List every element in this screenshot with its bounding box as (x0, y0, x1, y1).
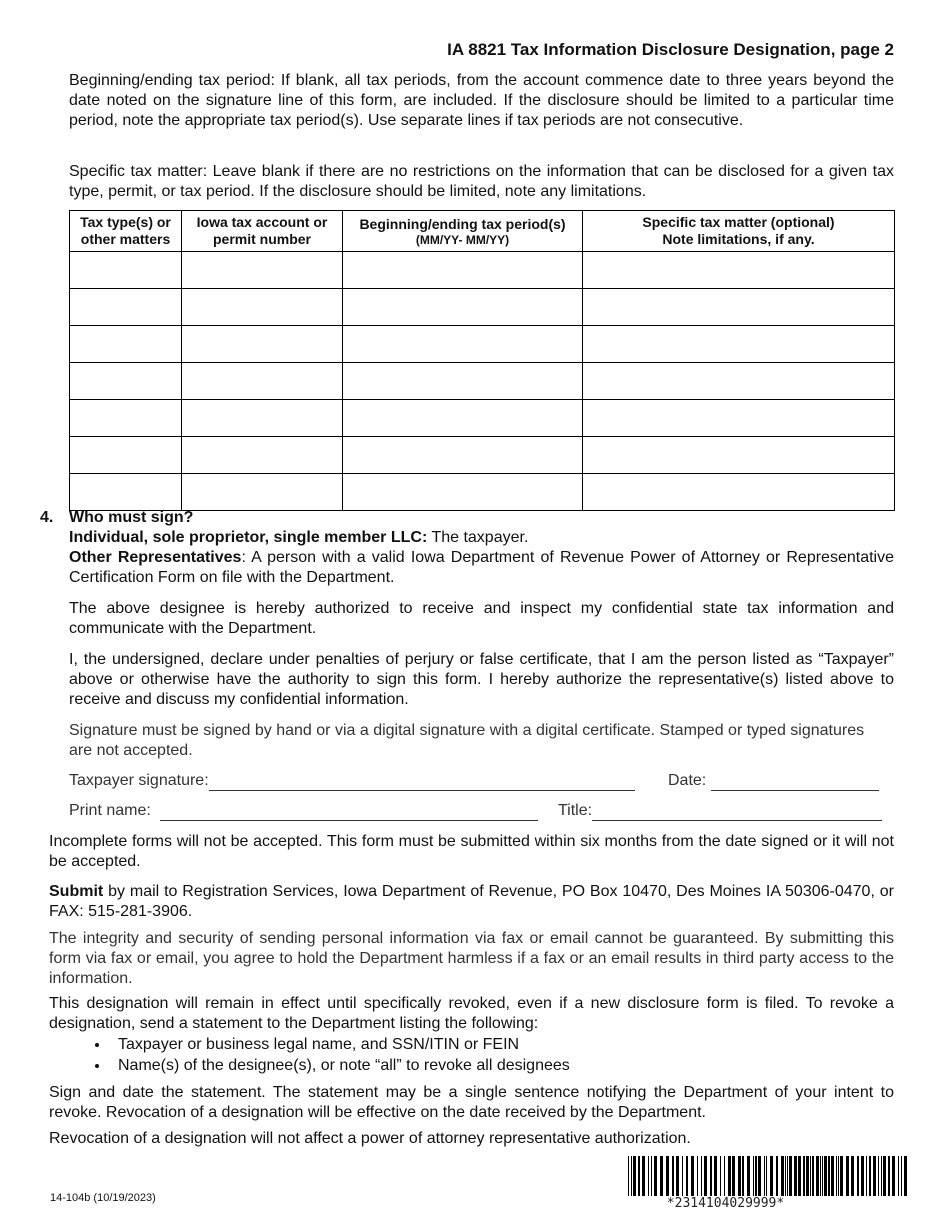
date-field[interactable] (711, 772, 879, 791)
barcode-bar (869, 1156, 871, 1196)
header-tax-period: Beginning/ending tax period(s) (MM/YY- MM/YY) (343, 211, 583, 252)
table-row (70, 400, 895, 437)
barcode-bar (904, 1156, 907, 1196)
account-number-cell[interactable] (182, 326, 343, 363)
taxpayer-signature-field[interactable] (209, 772, 635, 791)
tax-type-cell[interactable] (70, 474, 182, 511)
barcode-bar (770, 1156, 773, 1196)
barcode-bar (820, 1156, 821, 1196)
barcode-bar (828, 1156, 830, 1196)
revoke-list (90, 1034, 570, 1076)
barcode-bar (838, 1156, 839, 1196)
tax-period-cell[interactable] (343, 326, 583, 363)
tax-type-cell[interactable] (70, 400, 182, 437)
declaration-statement: I, the undersigned, declare under penalties of perjury or false certificate, that I am the person listed as “Taxpayer” above or otherwise have the authority to sign this form. I hereby authorize the representative(s) listed above to receive and discuss my confidential information. (69, 651, 894, 708)
list-item: • Taxpayer or business legal name, and SSN/ITIN or FEIN (110, 1034, 570, 1055)
header-specific-matter: Specific tax matter (optional) Note limitations, if any. (583, 211, 895, 252)
barcode-bar (704, 1156, 707, 1196)
barcode-bar (660, 1156, 663, 1196)
section-title: Who must sign? (69, 509, 194, 526)
table-row (70, 363, 895, 400)
tax-period-cell[interactable] (343, 289, 583, 326)
tax-period-cell[interactable] (343, 363, 583, 400)
barcode-bar (846, 1156, 849, 1196)
submit-instructions: Submit by mail to Registration Services, Iowa Department of Revenue, PO Box 10470, Des Moines IA 50306-0470, or FAX: 515-281-3906. (49, 883, 894, 920)
barcode-bar (720, 1156, 721, 1196)
individual-signer: Individual, sole proprietor, single member LLC: The taxpayer. (69, 529, 529, 546)
tax-period-cell[interactable] (343, 474, 583, 511)
account-number-cell[interactable] (182, 289, 343, 326)
barcode-bar (638, 1156, 640, 1196)
form-id: 14-104b (10/19/2023) (50, 1192, 156, 1204)
specific-matter-cell[interactable] (583, 437, 895, 474)
barcode-bar (840, 1156, 843, 1196)
barcode-bar (710, 1156, 712, 1196)
taxpayer-signature-label: Taxpayer signature: (69, 772, 209, 789)
tax-type-cell[interactable] (70, 437, 182, 474)
barcode-bar (873, 1156, 876, 1196)
barcode-bar (898, 1156, 899, 1196)
specific-matter-cell[interactable] (583, 363, 895, 400)
barcode-bar (787, 1156, 788, 1196)
signature-note: Signature must be signed by hand or via a digital signature with a digital certificate. Stamped or typed signatures are not accepted. (69, 722, 865, 759)
barcode-bar (803, 1156, 805, 1196)
barcode-bar (831, 1156, 834, 1196)
barcode-bar (672, 1156, 674, 1196)
barcode-bar (901, 1156, 902, 1196)
barcode-bar (631, 1156, 632, 1196)
barcode-bar (866, 1156, 867, 1196)
barcode-bar (766, 1156, 767, 1196)
account-number-cell[interactable] (182, 400, 343, 437)
incomplete-forms-notice: Incomplete forms will not be accepted. This form must be submitted within six months from the date signed or it will not be accepted. (49, 833, 894, 870)
barcode-bar (810, 1156, 811, 1196)
barcode-bar (781, 1156, 784, 1196)
table-row (70, 474, 895, 511)
table-header-row (70, 211, 895, 252)
barcode-bar (676, 1156, 679, 1196)
barcode-bar (764, 1156, 765, 1196)
print-name-row (69, 801, 538, 821)
barcode-bar (686, 1156, 688, 1196)
date-row (668, 771, 879, 791)
table-row (70, 289, 895, 326)
table-row (70, 252, 895, 289)
barcode-bar (824, 1156, 827, 1196)
barcode-bar (812, 1156, 814, 1196)
barcode-bar (628, 1156, 629, 1196)
poa-notice: Revocation of a designation will not affect a power of attorney representative authorization. (49, 1130, 691, 1147)
barcode-bar (878, 1156, 879, 1196)
barcode-bar (642, 1156, 645, 1196)
print-name-label: Print name: (69, 802, 151, 819)
revoke-instructions: This designation will remain in effect until specifically revoked, even if a new disclosure form is filed. To revoke a designation, send a statement to the Department listing the following: (49, 995, 894, 1032)
specific-matter-cell[interactable] (583, 326, 895, 363)
title-field[interactable] (592, 802, 882, 821)
account-number-cell[interactable] (182, 437, 343, 474)
table-row (70, 437, 895, 474)
barcode-bar (691, 1156, 694, 1196)
disclosure-table (69, 210, 895, 511)
account-number-cell[interactable] (182, 363, 343, 400)
specific-matter-cell[interactable] (583, 474, 895, 511)
barcode-bar (861, 1156, 864, 1196)
table-row (70, 326, 895, 363)
barcode-bar (758, 1156, 761, 1196)
barcode-bar (798, 1156, 801, 1196)
tax-period-cell[interactable] (343, 252, 583, 289)
page-title: IA 8821 Tax Information Disclosure Designation, page 2 (447, 40, 894, 59)
list-item: • Name(s) of the designee(s), or note “all” to revoke all designees (110, 1055, 570, 1076)
sign-statement-instructions: Sign and date the statement. The statement may be a single sentence notifying the Department of your intent to revoke. Revocation of a designation will be effective on the date received by the Department. (49, 1084, 894, 1121)
barcode-bar (738, 1156, 741, 1196)
tax-period-cell[interactable] (343, 400, 583, 437)
barcode-bar (806, 1156, 809, 1196)
barcode-bar (732, 1156, 735, 1196)
barcode-bar (714, 1156, 717, 1196)
tax-type-cell[interactable] (70, 289, 182, 326)
barcode-bar (816, 1156, 819, 1196)
barcode-bar (857, 1156, 859, 1196)
barcode-bar (633, 1156, 636, 1196)
barcode-bar (888, 1156, 890, 1196)
barcode-bar (728, 1156, 731, 1196)
integrity-disclaimer: The integrity and security of sending personal information via fax or email cannot be guaranteed. By submitting this form via fax or email, you agree to hold the Department harmless if a fax or an email results in third party access to the information. (49, 930, 894, 987)
barcode-bar (654, 1156, 657, 1196)
barcode-bar (892, 1156, 895, 1196)
tax-period-instructions: Beginning/ending tax period: If blank, all tax periods, from the account commence date to three years beyond the date noted on the signature line of this form, are included. If the disclosure should be limited to a particular time period, note the appropriate tax period(s). Use separate lines if tax periods are not consecutive. (69, 72, 894, 129)
header-account-number: Iowa tax account or permit number (182, 211, 343, 252)
title-label: Title: (558, 802, 593, 819)
title-row (558, 801, 882, 821)
barcode-bar (724, 1156, 725, 1196)
other-representatives: Other Representatives: A person with a valid Iowa Department of Revenue Power of Attorney or Representative Certification Form on file with the Department. (69, 549, 894, 586)
tax-type-cell[interactable] (70, 363, 182, 400)
section-number: 4. (40, 509, 54, 526)
barcode-bar (701, 1156, 702, 1196)
barcode (628, 1156, 908, 1196)
barcode-bar (851, 1156, 854, 1196)
barcode-bar (747, 1156, 750, 1196)
barcode-bar (881, 1156, 882, 1196)
barcode-bar (697, 1156, 698, 1196)
account-number-cell[interactable] (182, 252, 343, 289)
barcode-bar (789, 1156, 792, 1196)
tax-type-cell[interactable] (70, 326, 182, 363)
barcode-bar (753, 1156, 754, 1196)
tax-matter-instructions: Specific tax matter: Leave blank if there are no restrictions on the information that can be disclosed for a given tax type, permit, or tax period. If the disclosure should be limited, note any limitations. (69, 163, 894, 200)
account-number-cell[interactable] (182, 474, 343, 511)
barcode-bar (785, 1156, 786, 1196)
barcode-bar (794, 1156, 797, 1196)
barcode-bar (755, 1156, 757, 1196)
header-tax-type: Tax type(s) or other matters (70, 211, 182, 252)
date-label: Date: (668, 772, 707, 789)
barcode-bar (648, 1156, 649, 1196)
barcode-bar (822, 1156, 823, 1196)
tax-period-cell[interactable] (343, 437, 583, 474)
barcode-bar (742, 1156, 744, 1196)
barcode-bar (682, 1156, 683, 1196)
print-name-field[interactable] (160, 802, 538, 821)
barcode-bar (883, 1156, 886, 1196)
barcode-bar (836, 1156, 837, 1196)
specific-matter-cell[interactable] (583, 252, 895, 289)
authorization-statement: The above designee is hereby authorized to receive and inspect my confidential state tax information and communicate with the Department. (69, 600, 894, 637)
specific-matter-cell[interactable] (583, 400, 895, 437)
taxpayer-signature-row (69, 771, 635, 791)
barcode-text: *2314104029999* (666, 1196, 785, 1211)
barcode-bar (651, 1156, 652, 1196)
barcode-bar (666, 1156, 669, 1196)
specific-matter-cell[interactable] (583, 289, 895, 326)
barcode-bar (776, 1156, 778, 1196)
tax-type-cell[interactable] (70, 252, 182, 289)
